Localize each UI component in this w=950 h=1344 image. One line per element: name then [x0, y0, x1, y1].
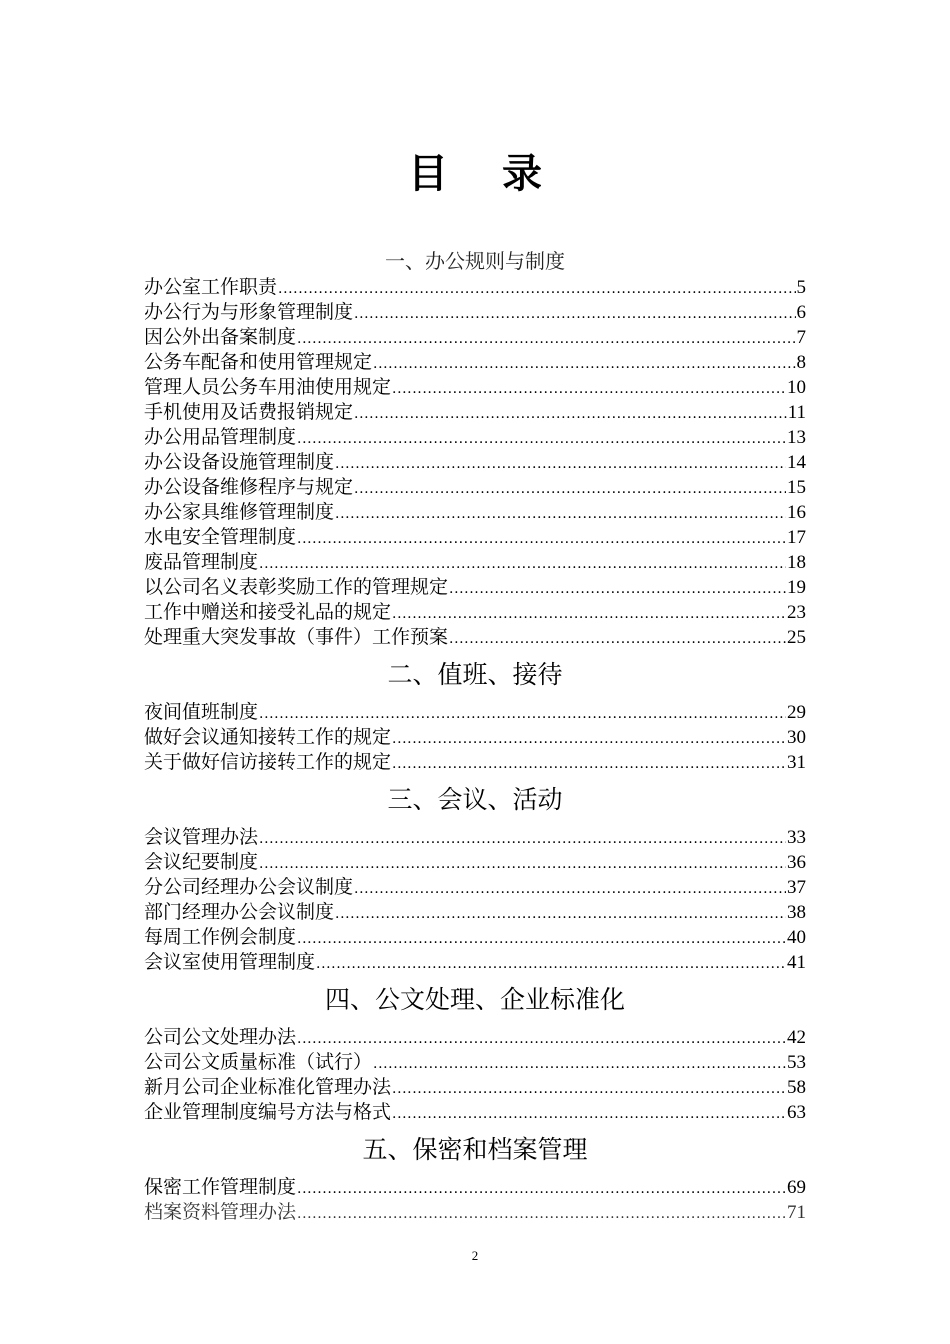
- dot-leader: [297, 1202, 786, 1227]
- toc-entry-page: 19: [787, 577, 806, 598]
- dot-leader: [392, 1077, 786, 1102]
- dot-leader: [354, 402, 787, 427]
- dot-leader: [449, 577, 786, 602]
- toc-entry-page: 17: [787, 527, 806, 548]
- toc-entry-page: 14: [787, 452, 806, 473]
- toc-entry-title: 因公外出备案制度: [144, 326, 297, 348]
- toc-entry[interactable]: [144, 1025, 806, 1050]
- dot-leader: [392, 602, 786, 627]
- toc-entry-page: 6: [796, 302, 806, 323]
- toc-entry-title: 办公行为与形象管理制度: [144, 301, 354, 323]
- toc-entry-page: 7: [796, 327, 806, 348]
- toc-entry-page: 23: [787, 602, 806, 623]
- toc-entry[interactable]: [144, 925, 806, 950]
- toc-entry[interactable]: [144, 700, 806, 725]
- toc-entry-page: 15: [787, 477, 806, 498]
- dot-leader: [297, 527, 786, 552]
- dot-leader: [392, 727, 786, 752]
- toc-entry[interactable]: [144, 525, 806, 550]
- toc-entry-title: 夜间值班制度: [144, 701, 259, 723]
- toc-entry-page: 63: [787, 1102, 806, 1123]
- dot-leader: [392, 377, 786, 402]
- toc-entry-title: 办公设备设施管理制度: [144, 451, 335, 473]
- toc-entry[interactable]: [144, 950, 806, 975]
- toc-entry-title: 办公家具维修管理制度: [144, 501, 335, 523]
- dot-leader: [392, 752, 786, 777]
- dot-leader: [373, 352, 795, 377]
- section-heading: 二、值班、接待: [387, 660, 563, 689]
- toc-entry-title: 废品管理制度: [144, 551, 259, 573]
- section-heading: 五、保密和档案管理: [362, 1135, 588, 1164]
- dot-leader: [335, 502, 786, 527]
- toc-entry-title: 关于做好信访接转工作的规定: [144, 751, 392, 773]
- toc-entry[interactable]: [144, 425, 806, 450]
- toc-entry[interactable]: [144, 1050, 806, 1075]
- toc-entry-page: 18: [787, 552, 806, 573]
- toc-entry-page: 37: [787, 877, 806, 898]
- toc-entry-title: 公司公文质量标准（试行）: [144, 1051, 373, 1073]
- toc-entry-title: 办公室工作职责: [144, 276, 278, 298]
- toc-entry-title: 办公设备维修程序与规定: [144, 476, 354, 498]
- toc-entry-page: 25: [787, 627, 806, 648]
- dot-leader: [259, 552, 786, 577]
- dot-leader: [316, 952, 786, 977]
- toc-entry[interactable]: [144, 300, 806, 325]
- dot-leader: [297, 427, 786, 452]
- toc-entry-page: 8: [796, 352, 806, 373]
- toc-entry[interactable]: [144, 575, 806, 600]
- toc-entry-page: 11: [787, 402, 806, 423]
- toc-entry-page: 40: [787, 927, 806, 948]
- dot-leader: [449, 627, 786, 652]
- toc-entry-title: 工作中赠送和接受礼品的规定: [144, 601, 392, 623]
- toc-entry[interactable]: [144, 850, 806, 875]
- toc-entry[interactable]: [144, 500, 806, 525]
- toc-entry-title: 企业管理制度编号方法与格式: [144, 1101, 392, 1123]
- toc-entry-page: 36: [787, 852, 806, 873]
- toc-entry[interactable]: [144, 1100, 806, 1125]
- toc-entry-page: 69: [787, 1177, 806, 1198]
- toc-entry-title: 保密工作管理制度: [144, 1176, 297, 1198]
- toc-entry-title: 办公用品管理制度: [144, 426, 297, 448]
- toc-entry[interactable]: [144, 825, 806, 850]
- dot-leader: [354, 877, 786, 902]
- toc-entry[interactable]: [144, 600, 806, 625]
- toc-entry[interactable]: [144, 550, 806, 575]
- dot-leader: [354, 477, 786, 502]
- toc-entry[interactable]: [144, 1075, 806, 1100]
- toc-entry-title: 分公司经理办公会议制度: [144, 876, 354, 898]
- toc-entry-page: 13: [787, 427, 806, 448]
- toc-entry-page: 58: [787, 1077, 806, 1098]
- toc-entry[interactable]: [144, 275, 806, 300]
- toc-entry[interactable]: [144, 1200, 806, 1225]
- toc-entry-page: 10: [787, 377, 806, 398]
- dot-leader: [392, 1102, 786, 1127]
- toc-entry-title: 手机使用及话费报销规定: [144, 401, 354, 423]
- toc-entry-page: 53: [787, 1052, 806, 1073]
- dot-leader: [259, 827, 786, 852]
- toc-entry-page: 5: [796, 277, 806, 298]
- dot-leader: [373, 1052, 786, 1077]
- toc-entry-title: 水电安全管理制度: [144, 526, 297, 548]
- toc-entry[interactable]: [144, 350, 806, 375]
- dot-leader: [259, 852, 786, 877]
- toc-entry-page: 33: [787, 827, 806, 848]
- toc-entry[interactable]: [144, 400, 806, 425]
- toc-entry-title: 公务车配备和使用管理规定: [144, 351, 373, 373]
- page-number: 2: [471, 1248, 479, 1263]
- toc-entry[interactable]: [144, 1175, 806, 1200]
- toc-entry-title: 做好会议通知接转工作的规定: [144, 726, 392, 748]
- toc-entry[interactable]: [144, 375, 806, 400]
- toc-entry-page: 31: [787, 752, 806, 773]
- dot-leader: [335, 902, 786, 927]
- toc-entry-page: 71: [787, 1202, 806, 1223]
- toc-entry-page: 30: [787, 727, 806, 748]
- toc-entry-page: 42: [787, 1027, 806, 1048]
- toc-entry-title: 处理重大突发事故（事件）工作预案: [144, 626, 449, 648]
- toc-entry-title: 管理人员公务车用油使用规定: [144, 376, 392, 398]
- toc-entry[interactable]: [144, 725, 806, 750]
- dot-leader: [354, 302, 795, 327]
- page-title: 目 录: [408, 151, 562, 197]
- dot-leader: [297, 927, 786, 952]
- toc-entry-page: 41: [787, 952, 806, 973]
- section-heading: 三、会议、活动: [387, 785, 563, 814]
- dot-leader: [278, 277, 795, 302]
- dot-leader: [335, 452, 786, 477]
- toc-entry-title: 会议室使用管理制度: [144, 951, 316, 973]
- toc-entry[interactable]: [144, 875, 806, 900]
- toc-entry-title: 档案资料管理办法: [144, 1201, 297, 1223]
- dot-leader: [297, 327, 795, 352]
- toc-entry-title: 每周工作例会制度: [144, 926, 297, 948]
- toc-entry-page: 16: [787, 502, 806, 523]
- toc-entry[interactable]: [144, 625, 806, 650]
- toc-entry-title: 会议管理办法: [144, 826, 259, 848]
- toc-entry[interactable]: [144, 475, 806, 500]
- toc-entry[interactable]: [144, 325, 806, 350]
- dot-leader: [297, 1027, 786, 1052]
- section-heading: 一、办公规则与制度: [385, 249, 565, 273]
- toc-entry-page: 29: [787, 702, 806, 723]
- toc-entry[interactable]: [144, 450, 806, 475]
- toc-entry[interactable]: [144, 750, 806, 775]
- toc-entry-title: 以公司名义表彰奖励工作的管理规定: [144, 576, 449, 598]
- toc-entry-page: 38: [787, 902, 806, 923]
- toc-entry[interactable]: [144, 900, 806, 925]
- toc-entry-title: 会议纪要制度: [144, 851, 259, 873]
- toc-entry-title: 公司公文处理办法: [144, 1026, 297, 1048]
- toc-entry-title: 部门经理办公会议制度: [144, 901, 335, 923]
- table-of-contents: [144, 248, 806, 1225]
- section-heading: 四、公文处理、企业标准化: [324, 985, 625, 1014]
- dot-leader: [259, 702, 786, 727]
- dot-leader: [297, 1177, 786, 1202]
- toc-entry-title: 新月公司企业标准化管理办法: [144, 1076, 392, 1098]
